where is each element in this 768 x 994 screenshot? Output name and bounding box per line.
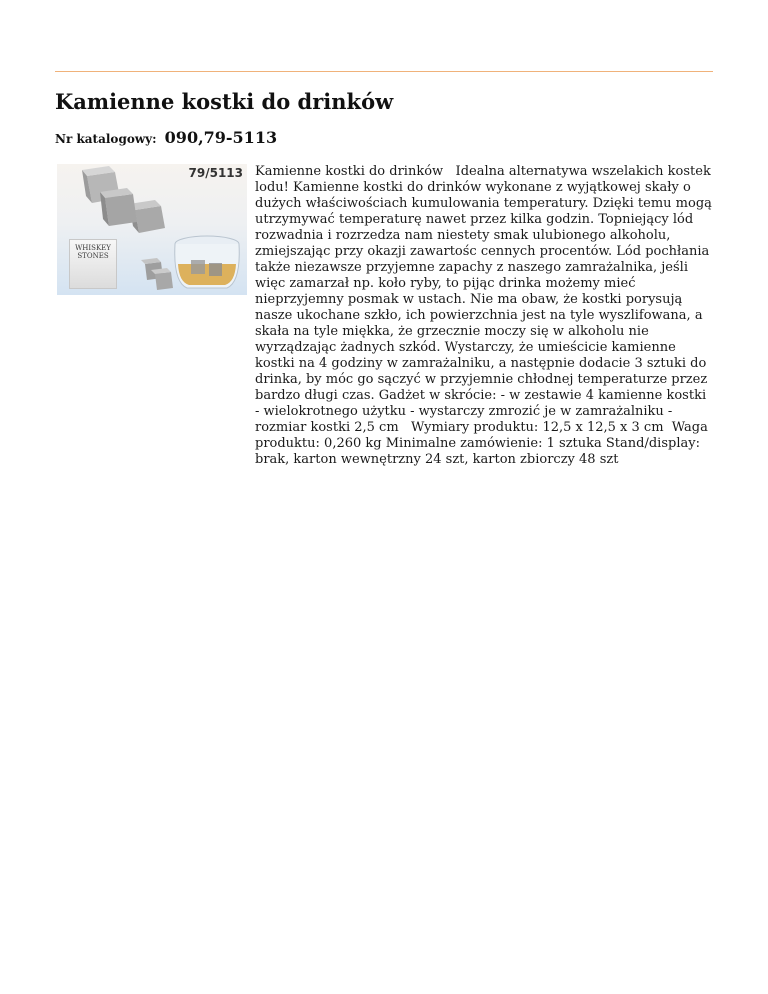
whiskey-glass — [175, 236, 240, 288]
product-image — [57, 164, 247, 295]
catalog-number: 090,79-5113 — [164, 128, 278, 147]
loose-stones — [141, 258, 173, 290]
catalog-label: Nr katalogowy: — [55, 132, 157, 146]
header-divider — [55, 71, 713, 72]
product-box — [69, 239, 117, 289]
product-description: Kamienne kostki do drinków Idealna alternatywa wszelakich kostek lodu! Kamienne kostki do drinków wykonane z wyjątkowej skały o dużych właściwościach kumulowania temperatury. Dzięki temu mogą utrzymywać temperaturę nawet przez kilka godzin. Topniejący lód rozwadnia i rozrzedza nam niestety smak ulubionego alkoholu, zmiejszając przy okazji zawartośc cennych procentów. Lód pochłania także niezawsze przyjemne zapachy z naszego zamrażalnika, jeśli więc zamarzał np. koło ryby, to pijąc drinka możemy mieć nieprzyjemny posmak w ustach. Nie ma obaw, że kostki porysują nasze ukochane szkło, ich powierzchnia jest na tyle wyszlifowana, a skała na tyle miękka, że grzecznie moczy się w alkoholu nie wyrządzając żadnych szkód. Wystarczy, że umieścicie kamienne kostki na 4 godziny w zamrażalniku, a następnie dodacie 3 sztuki do drinka, by móc go sączyć w przyjemnie chłodnej temperaturze przez bardzo długi czas. Gadżet w skrócie: - w zestawie 4 kamienne kostki - wielokrotnego użytku - wystarczy zmrozić je w zamrażalniku - rozmiar kostki 2,5 cm Wymiary produktu: 12,5 x 12,5 x 3 cm Waga produktu: 0,260 kg Minimalne zamówienie: 1 sztuka Stand/display: brak, karton wewnętrzny 24 szt, karton zbiorczy 48 szt — [255, 164, 717, 467]
product-title: Kamienne kostki do drinków — [55, 89, 394, 114]
image-code-label: 79/5113 — [188, 166, 243, 180]
box-label: WHISKEY STONES — [75, 244, 111, 260]
catalog-number-line — [55, 128, 277, 147]
stone-cubes-stack — [82, 166, 165, 233]
